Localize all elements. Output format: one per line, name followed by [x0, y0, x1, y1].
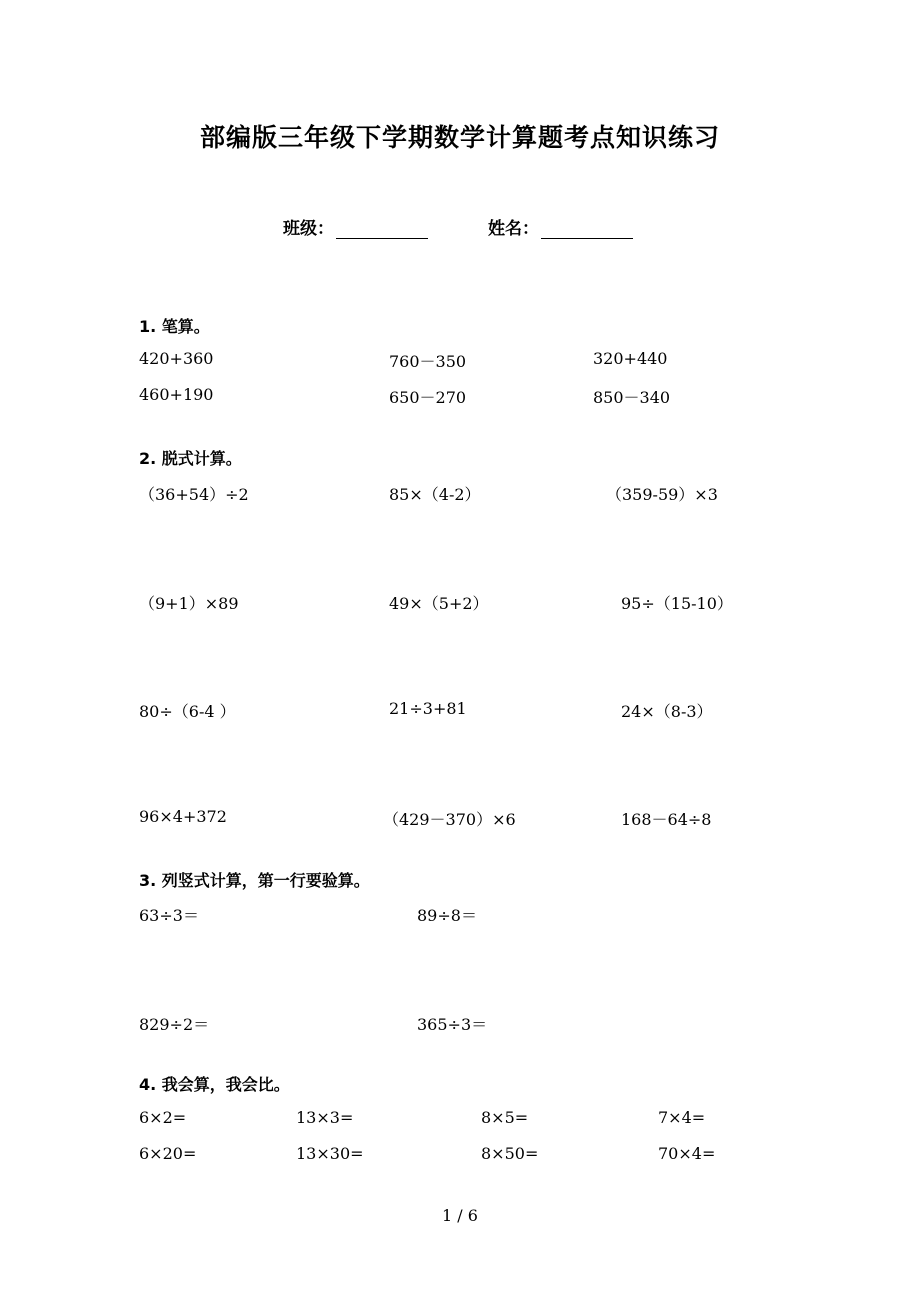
- page-title: 部编版三年级下学期数学计算题考点知识练习: [199, 123, 720, 152]
- problem: 320+440: [593, 349, 668, 368]
- section-1-heading: 1. 笔算。: [139, 317, 210, 336]
- problem: 95÷（15-10）: [621, 594, 733, 613]
- name-field: [488, 214, 633, 239]
- problem: 850－340: [593, 388, 671, 407]
- problem: 460+190: [139, 385, 214, 404]
- problem: 6×2=: [139, 1108, 187, 1127]
- problem: 85×（4-2）: [389, 485, 481, 504]
- problem: 13×3=: [296, 1108, 354, 1127]
- problem: 650－270: [389, 388, 467, 407]
- problem: （36+54）÷2: [139, 485, 249, 504]
- problem: 80÷（6-4 ）: [139, 702, 236, 721]
- problem: 49×（5+2）: [389, 594, 489, 613]
- problem: 8×5=: [481, 1108, 529, 1127]
- name-blank: [541, 220, 633, 239]
- problem: 6×20=: [139, 1144, 197, 1163]
- class-label: 班级：: [283, 219, 334, 239]
- problem: 829÷2＝: [139, 1015, 210, 1034]
- name-label: 姓名：: [488, 219, 539, 239]
- problem: 760－350: [389, 352, 467, 371]
- problem: 8×50=: [481, 1144, 539, 1163]
- problem: 24×（8-3）: [621, 702, 713, 721]
- page-number: 1 / 6: [442, 1206, 478, 1225]
- problem: 13×30=: [296, 1144, 364, 1163]
- problem: 70×4=: [658, 1144, 716, 1163]
- problem: （429－370）×6: [383, 810, 516, 829]
- problem: 7×4=: [658, 1108, 706, 1127]
- problem: 420+360: [139, 349, 214, 368]
- class-field: [283, 214, 428, 239]
- problem: （359-59）×3: [606, 485, 718, 504]
- section-4-heading: 4. 我会算，我会比。: [139, 1075, 290, 1094]
- section-2-heading: 2. 脱式计算。: [139, 449, 242, 468]
- section-3-heading: 3. 列竖式计算，第一行要验算。: [139, 871, 370, 890]
- class-blank: [336, 220, 428, 239]
- problem: 96×4+372: [139, 807, 227, 826]
- problem: 365÷3＝: [417, 1015, 488, 1034]
- problem: 89÷8＝: [417, 906, 477, 925]
- problem: 21÷3+81: [389, 699, 467, 718]
- problem: （9+1）×89: [139, 594, 239, 613]
- problem: 63÷3＝: [139, 906, 199, 925]
- problem: 168－64÷8: [621, 810, 712, 829]
